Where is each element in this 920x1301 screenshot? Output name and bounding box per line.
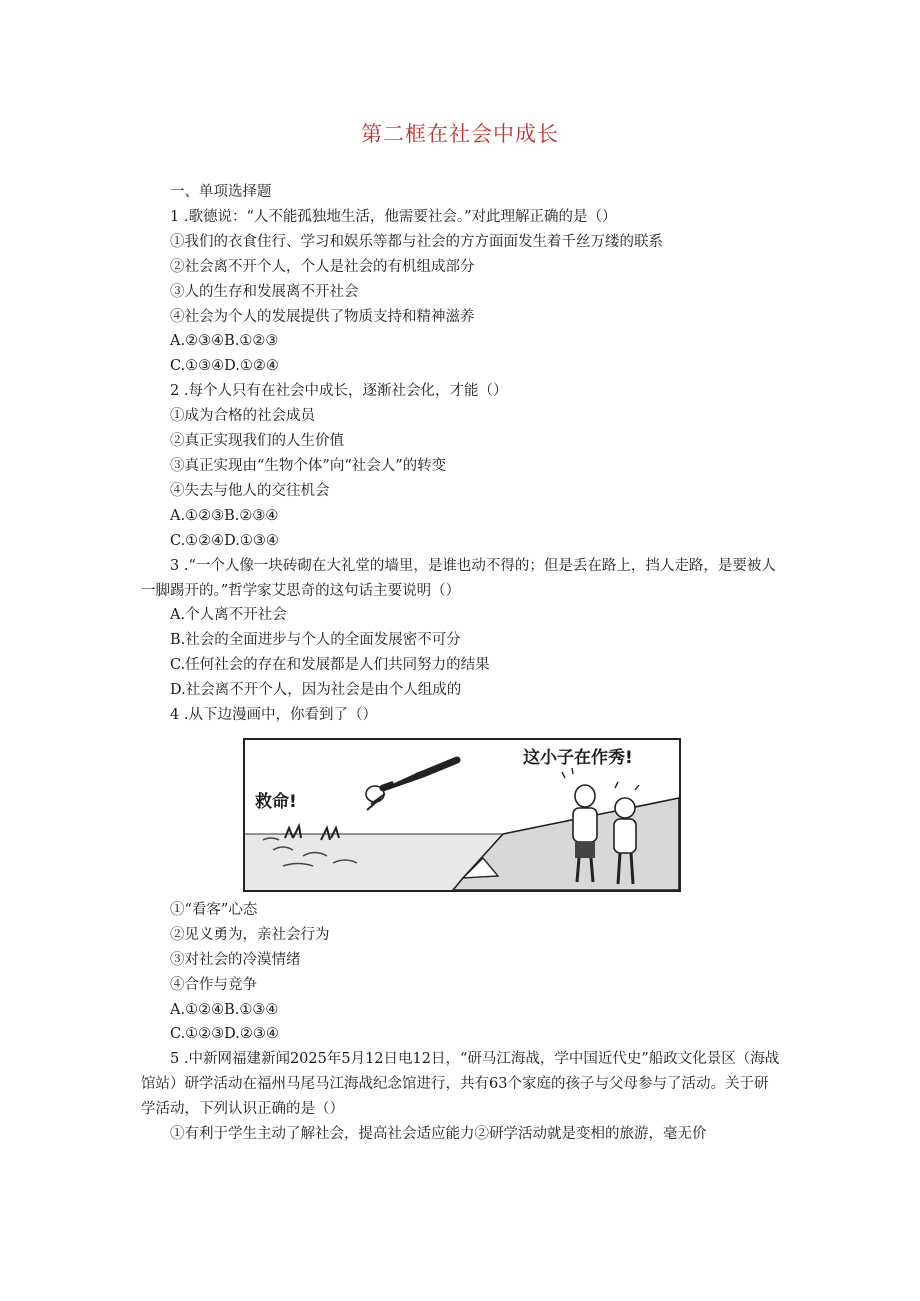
question-1-stem: 1 .歌德说：“人不能孤独地生活，他需要社会。”对此理解正确的是（） <box>170 208 617 225</box>
question-4-option-2: ②见义勇为，亲社会行为 <box>170 926 330 943</box>
cartoon-showoff-text: 这小子在作秀! <box>523 747 633 768</box>
cartoon-help-text: 救命! <box>255 791 297 812</box>
question-2-option-3: ③真正实现由“生物个体”向“社会人”的转变 <box>170 457 447 474</box>
section-heading: 一、单项选择题 <box>170 184 272 200</box>
question-2-stem: 2 .每个人只有在社会中成长，逐渐社会化，才能（） <box>170 383 508 400</box>
question-4-stem: 4 .从下边漫画中，你看到了（） <box>170 707 377 724</box>
question-3-option-a: A.个人离不开社会 <box>170 607 287 624</box>
question-5-option-line: ①有利于学生主动了解社会，提高社会适应能力②研学活动就是变相的旅游，毫无价 <box>170 1126 707 1143</box>
document-body <box>141 180 782 1147</box>
question-1-option-2: ②社会离不开个人，个人是社会的有机组成部分 <box>170 258 475 275</box>
question-1-answer-cd: C.①③④D.①②④ <box>170 358 279 375</box>
question-4-option-4: ④合作与竞争 <box>170 976 257 993</box>
question-4-option-1: ①“看客”心态 <box>170 901 258 918</box>
cartoon-image <box>243 738 681 892</box>
question-1-option-4: ④社会为个人的发展提供了物质支持和精神滋养 <box>170 308 475 325</box>
question-2-answer-cd: C.①②④D.①③④ <box>170 532 279 549</box>
question-1-option-1: ①我们的衣食住行、学习和娱乐等都与社会的方方面面发生着千丝万缕的联系 <box>170 233 663 250</box>
question-4-answer-cd: C.①②③D.②③④ <box>170 1026 279 1043</box>
question-1-option-3: ③人的生存和发展离不开社会 <box>170 283 359 300</box>
question-1-answer-ab: A.②③④B.①②③ <box>170 333 279 350</box>
document-title: 第二框在社会中成长 <box>361 122 559 146</box>
question-3-option-b: B.社会的全面进步与个人的全面发展密不可分 <box>170 632 461 649</box>
question-2-option-2: ②真正实现我们的人生价值 <box>170 433 344 450</box>
question-4-answer-ab: A.①②④B.①③④ <box>170 1001 279 1018</box>
question-4-option-3: ③对社会的冷漠情绪 <box>170 951 301 968</box>
question-2-answer-ab: A.①②③B.②③④ <box>170 507 279 524</box>
question-2-option-4: ④失去与他人的交往机会 <box>170 482 330 499</box>
question-3-option-d: D.社会离不开个人，因为社会是由个人组成的 <box>170 682 462 699</box>
question-3-option-c: C.任何社会的存在和发展都是人们共同努力的结果 <box>170 657 490 674</box>
question-2-option-1: ①成为合格的社会成员 <box>170 408 315 425</box>
question-5-stem: 5 .中新网福建新闻2025年5月12日电12日，“研马江海战，学中国近代史”船政文化景区（海战馆站）研学活动在福州马尾马江海战纪念馆进行，共有63个家庭的孩子与父母参与了活动。关于研学活动，下列认识正确的是（） <box>141 1051 780 1118</box>
question-3-stem: 3 .“一个人像一块砖砌在大礼堂的墙里，是谁也动不得的；但是丢在路上，挡人走路，是要被人一脚踢开的。”哲学家艾思奇的这句话主要说明（） <box>141 557 776 599</box>
